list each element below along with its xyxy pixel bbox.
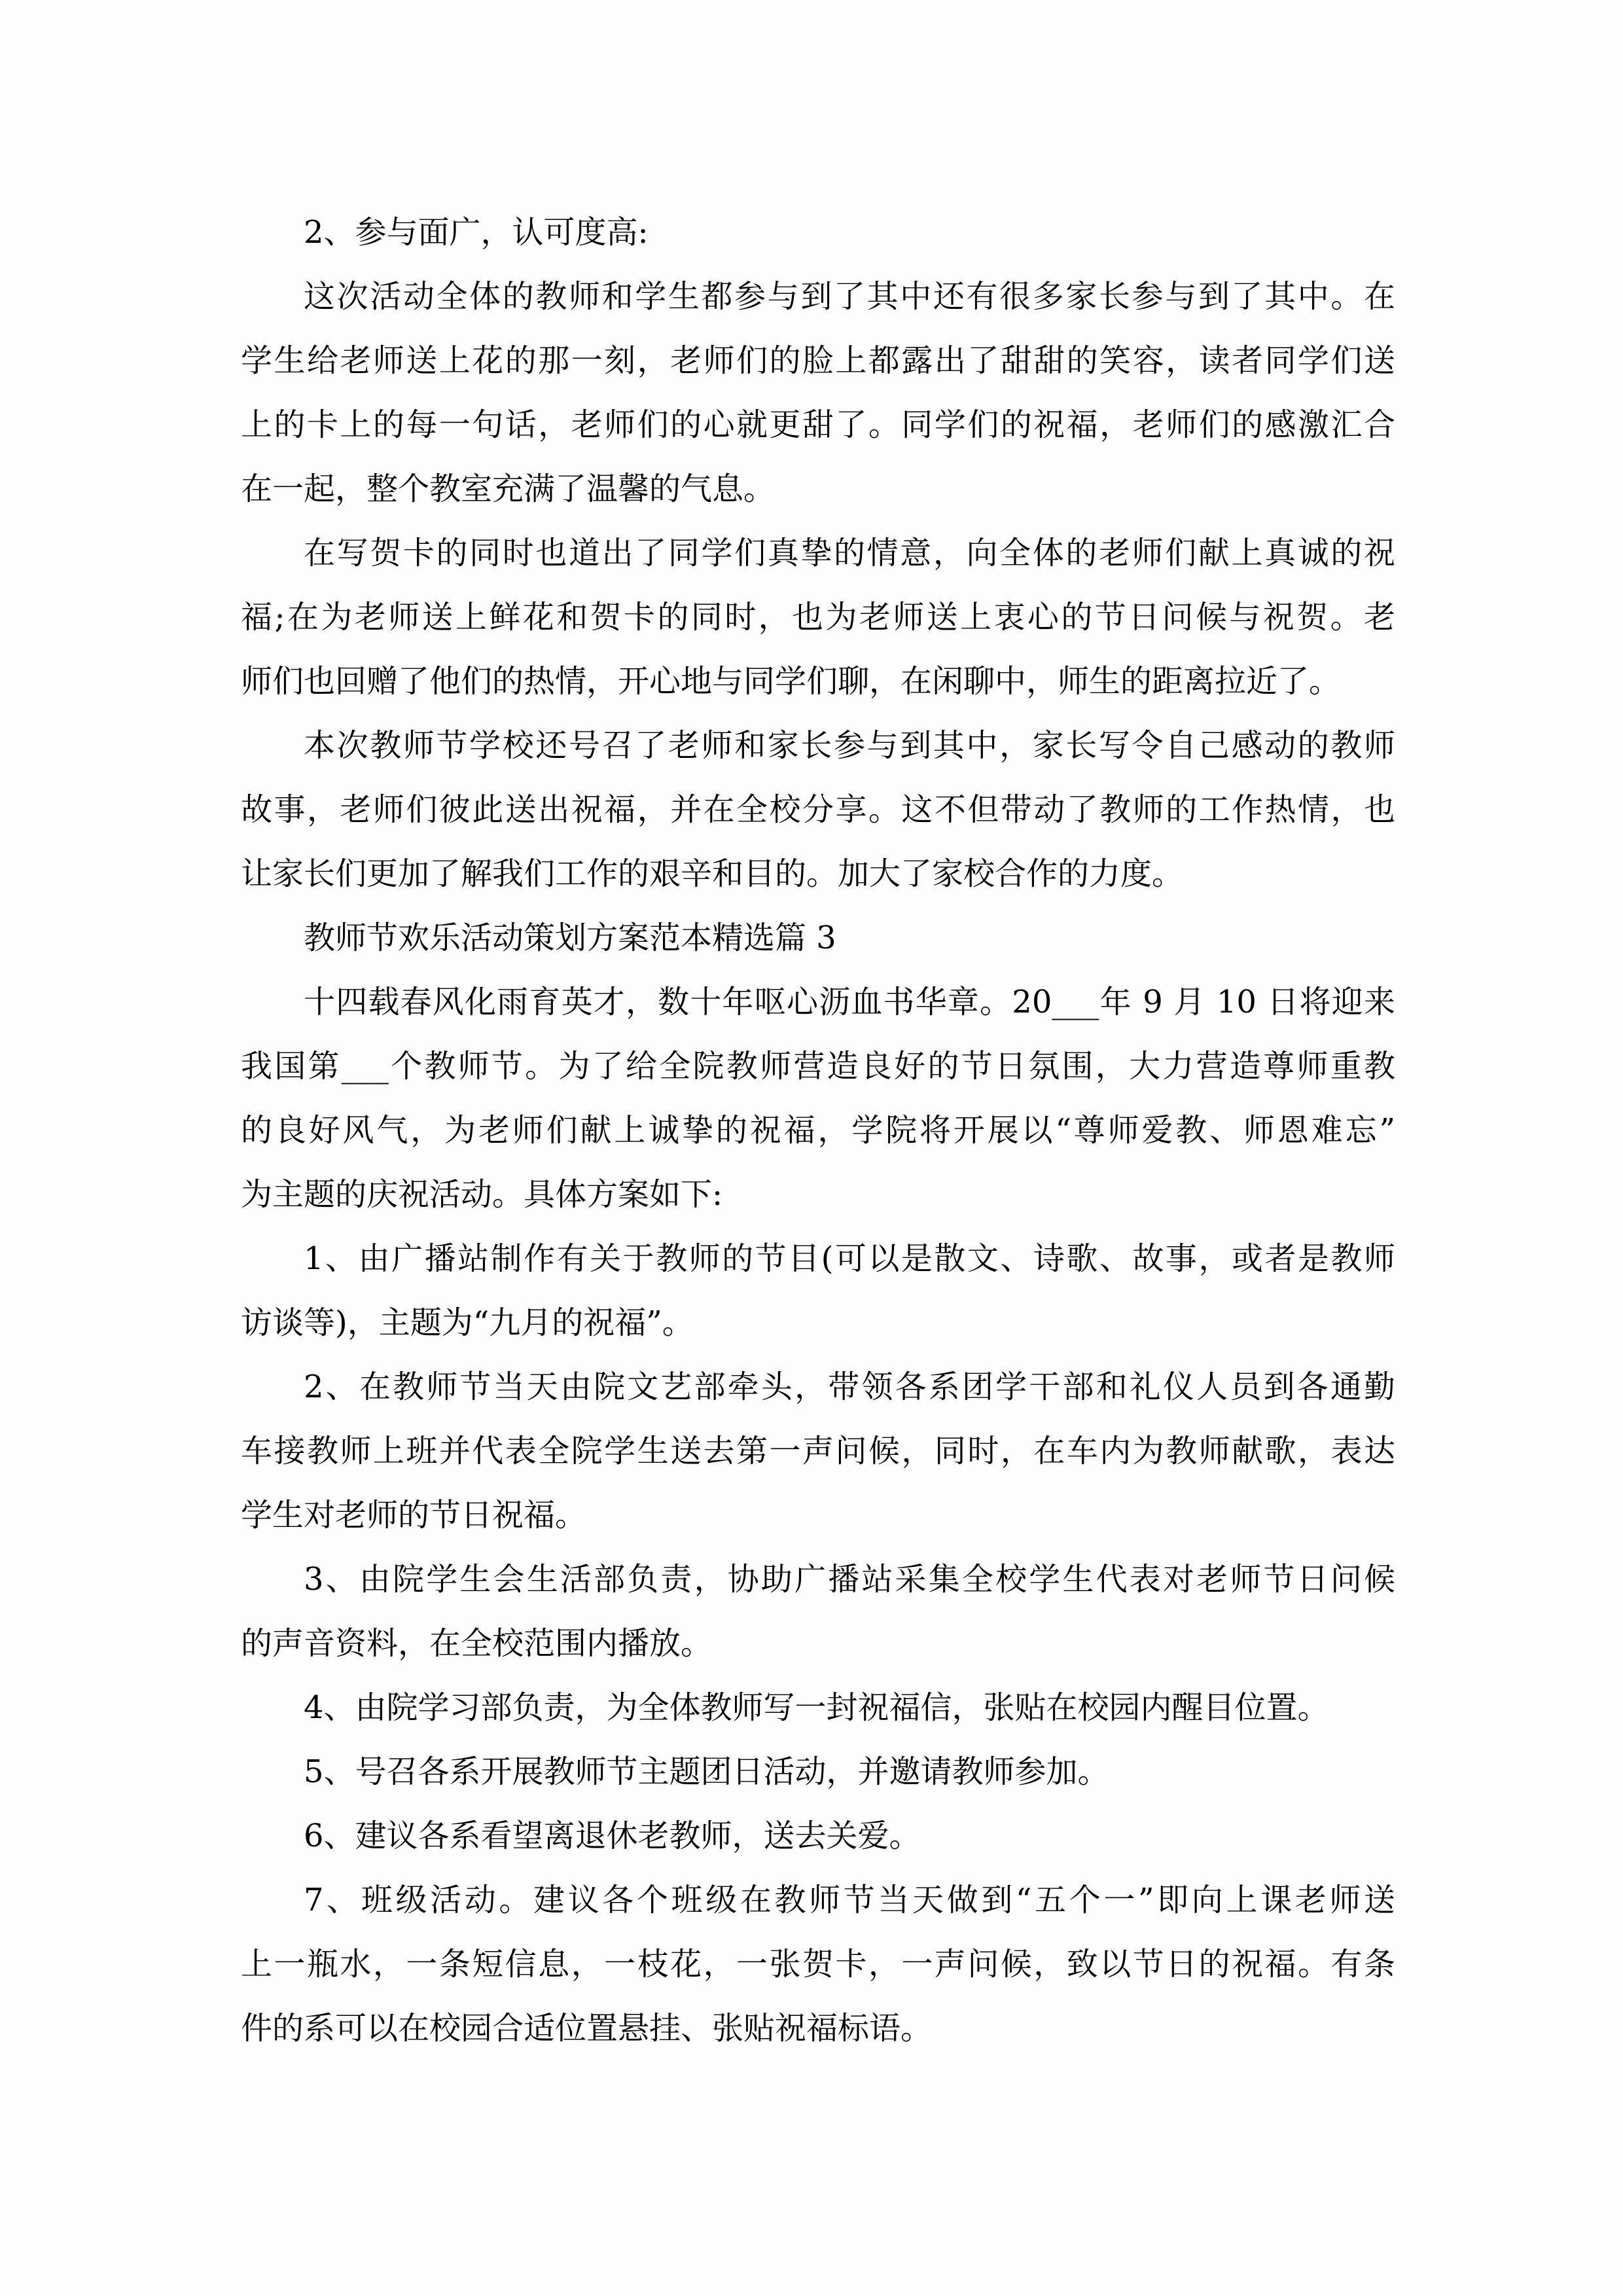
text-line: 教师节欢乐活动策划方案范本精选篇 3 [304, 920, 836, 956]
text-line: 上一瓶水，一条短信息，一枝花，一张贺卡，一声问候，致以节日的祝福。有条 [241, 1946, 1395, 1982]
text-line: 福;在为老师送上鲜花和贺卡的同时，也为老师送上衷心的节日问候与祝贺。老 [241, 599, 1395, 636]
text-line: 学生对老师的节日祝福。 [241, 1497, 587, 1534]
text-line: 为主题的庆祝活动。具体方案如下: [241, 1176, 723, 1213]
text-line: 在一起，整个教室充满了温馨的气息。 [241, 471, 776, 507]
text-line: 7、班级活动。建议各个班级在教师节当天做到“五个一”即向上课老师送 [304, 1882, 1395, 1918]
text-line: 3、由院学生会生活部负责，协助广播站采集全校学生代表对老师节日问候 [304, 1561, 1395, 1598]
text-line: 4、由院学习部负责，为全体教师写一封祝福信，张贴在校园内醒目位置。 [304, 1689, 1329, 1726]
text-line: 师们也回赠了他们的热情，开心地与同学们聊，在闲聊中，师生的距离拉近了。 [241, 663, 1341, 700]
text-line: 学生给老师送上花的那一刻，老师们的脸上都露出了甜甜的笑容，读者同学们送 [241, 342, 1395, 379]
text-line: 我国第___个教师节。为了给全院教师营造良好的节日氛围，大力营造尊师重教 [241, 1048, 1395, 1085]
text-line: 车接教师上班并代表全院学生送去第一声问候，同时，在车内为教师献歌，表达 [241, 1433, 1395, 1469]
text-line: 2、在教师节当天由院文艺部牵头，带领各系团学干部和礼仪人员到各通勤 [304, 1369, 1395, 1405]
text-line: 5、号召各系开展教师节主题团日活动，并邀请教师参加。 [304, 1753, 1109, 1790]
text-line: 的良好风气，为老师们献上诚挚的祝福，学院将开展以“尊师爱教、师恩难忘” [241, 1112, 1395, 1149]
text-line: 在写贺卡的同时也道出了同学们真挚的情意，向全体的老师们献上真诚的祝 [304, 535, 1395, 571]
text-line: 故事，老师们彼此送出祝福，并在全校分享。这不但带动了教师的工作热情，也 [241, 791, 1395, 828]
text-line: 让家长们更加了解我们工作的艰辛和目的。加大了家校合作的力度。 [241, 855, 1184, 892]
text-line: 1、由广播站制作有关于教师的节目(可以是散文、诗歌、故事，或者是教师 [304, 1240, 1395, 1277]
text-line: 十四载春风化雨育英才，数十年呕心沥血书华章。20___年 9 月 10 日将迎来 [304, 984, 1395, 1020]
text-line: 6、建议各系看望离退休老教师，送去关爱。 [304, 1818, 921, 1854]
text-line: 件的系可以在校园合适位置悬挂、张贴祝福标语。 [241, 2010, 933, 2047]
text-line: 本次教师节学校还号召了老师和家长参与到其中，家长写令自己感动的教师 [304, 727, 1395, 764]
document-text-block [241, 200, 1395, 2060]
text-line: 2、参与面广，认可度高: [304, 214, 649, 251]
text-line: 这次活动全体的教师和学生都参与到了其中还有很多家长参与到了其中。在 [304, 278, 1395, 315]
text-line: 上的卡上的每一句话，老师们的心就更甜了。同学们的祝福，老师们的感激汇合 [241, 406, 1395, 443]
text-line: 访谈等)，主题为“九月的祝福”。 [241, 1304, 694, 1341]
text-line: 的声音资料，在全校范围内播放。 [241, 1625, 713, 1662]
